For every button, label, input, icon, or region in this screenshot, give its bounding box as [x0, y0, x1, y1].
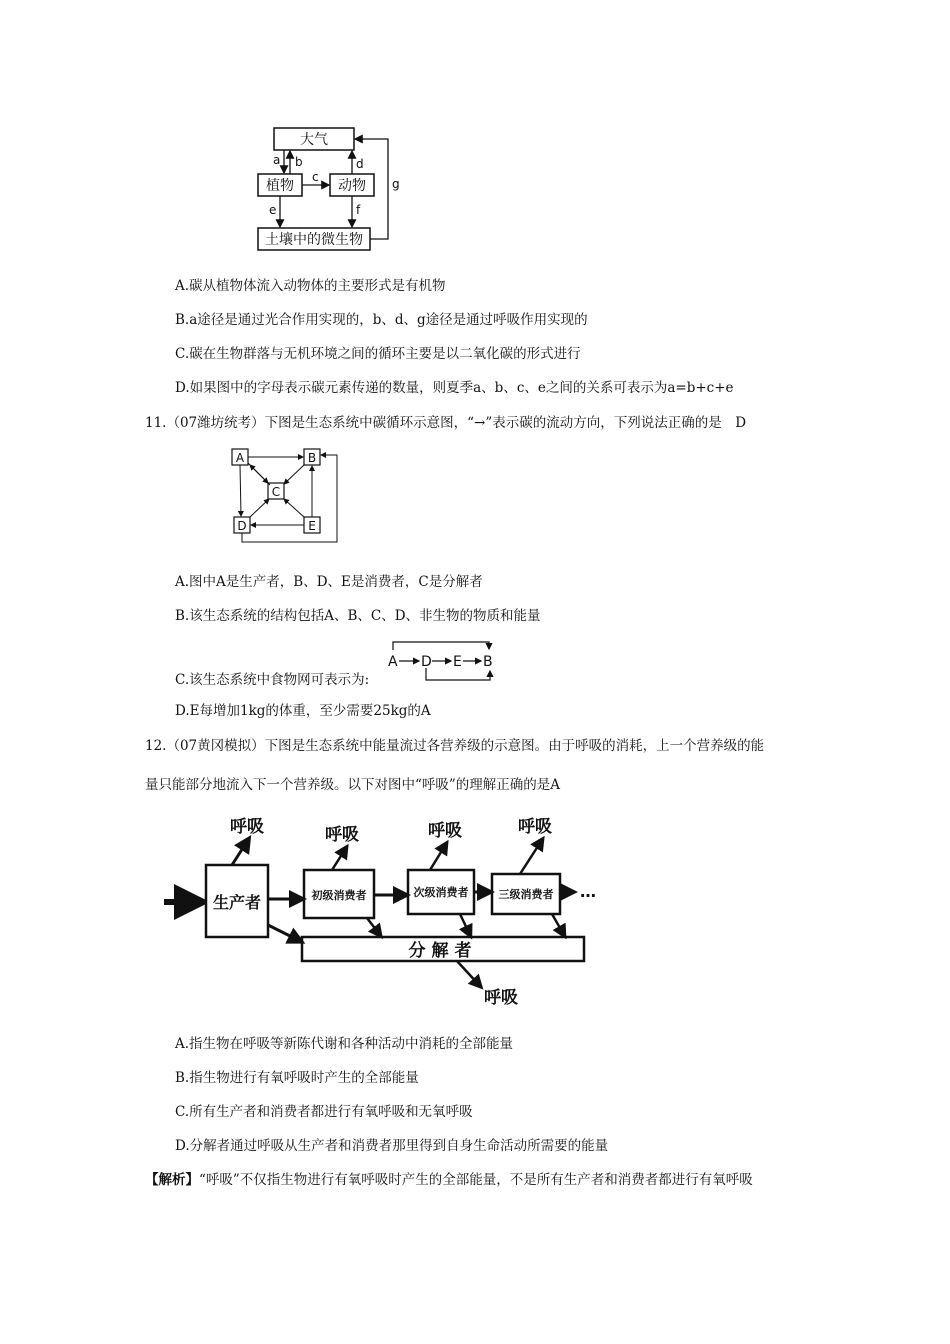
abcde-diagram: [228, 445, 343, 545]
respiration-label-decomposer: 呼吸: [484, 988, 518, 1008]
q12-stem-line1: 12.（07黄冈模拟）下图是生态系统中能量流过各营养级的示意图。由于呼吸的消耗，上一个营养级的能: [145, 738, 765, 754]
respiration-label-secondary: 呼吸: [428, 821, 462, 841]
node-d: D: [237, 519, 247, 533]
decomposer-label: 分解者: [408, 941, 478, 961]
q10-option-a: A.碳从植物体流入动物体的主要形式是有机物: [175, 278, 446, 294]
analysis-line: [145, 1171, 753, 1189]
ellipsis: …: [580, 882, 596, 901]
resp-arrow-producer: [232, 840, 248, 865]
q10-option-b: B.a途径是通过光合作用实现的，b、d、g途径是通过呼吸作用实现的: [175, 312, 588, 328]
primary-label: 初级消费者: [311, 889, 367, 902]
arrow-b-c: [284, 465, 304, 484]
microbes-label: 土壤中的微生物: [265, 232, 363, 248]
secondary-label: 次级消费者: [413, 886, 469, 899]
q11-stem: 11.（07潍坊统考）下图是生态系统中碳循环示意图，“→”表示碳的流动方向，下列说法正确的是 D: [145, 415, 747, 431]
arrow-tertiary-decomposer: [552, 914, 564, 935]
label-g: g: [392, 177, 400, 191]
resp-arrow-tertiary: [520, 840, 542, 874]
analysis-tag: 【解析】: [145, 1172, 199, 1188]
label-d: d: [356, 157, 364, 171]
arrow-producer-decomposer: [268, 925, 300, 941]
food-web-a: A: [388, 654, 398, 670]
node-a: A: [235, 451, 245, 465]
q11-option-a: A.图中A是生产者，B、D、E是消费者，C是分解者: [175, 574, 483, 590]
respiration-label-producer: 呼吸: [230, 817, 264, 837]
respiration-label-tertiary: 呼吸: [518, 817, 552, 837]
respiration-label-primary: 呼吸: [325, 825, 359, 845]
producer-label: 生产者: [212, 893, 262, 912]
resp-arrow-primary: [332, 848, 346, 870]
arrow-a-d: [240, 465, 241, 516]
q12-option-d: D.分解者通过呼吸从生产者和消费者那里得到自身生命活动所需要的能量: [175, 1138, 609, 1154]
analysis-text: “呼吸”不仅指生物进行有氧呼吸时产生的全部能量，不是所有生产者和消费者都进行有氧呼吸: [199, 1172, 753, 1188]
resp-arrow-decomposer: [457, 961, 480, 986]
label-b: b: [295, 155, 303, 169]
q10-option-d: D.如果图中的字母表示碳元素传递的数量，则夏季a、b、c、e之间的关系可表示为a=b+c+e: [175, 380, 734, 396]
q12-option-a: A.指生物在呼吸等新陈代谢和各种活动中消耗的全部能量: [175, 1036, 514, 1052]
carbon-cycle-diagram: [250, 120, 420, 255]
node-c: C: [271, 485, 281, 499]
q11-option-c: C.该生态系统中食物网可表示为:: [175, 672, 370, 688]
arrow-d-b: [242, 455, 337, 542]
node-e: E: [308, 519, 316, 533]
food-web-d: D: [421, 654, 432, 670]
arrow-secondary-decomposer: [460, 914, 470, 935]
q12-option-c: C.所有生产者和消费者都进行有氧呼吸和无氧呼吸: [175, 1104, 473, 1120]
label-a: a: [273, 153, 281, 167]
arrow-d-c: [250, 499, 269, 517]
energy-flow-diagram: [162, 810, 602, 1010]
q11-option-d: D.E每增加1kg的体重，至少需要25kg的A: [175, 703, 431, 719]
arrow-e-c: [284, 499, 304, 517]
label-e: e: [269, 203, 277, 217]
label-f: f: [356, 203, 361, 217]
q11-option-b: B.该生态系统的结构包括A、B、C、D、非生物的物质和能量: [175, 608, 541, 624]
node-b: B: [307, 451, 317, 465]
label-c: c: [312, 170, 319, 184]
q10-option-c: C.碳在生物群落与无机环境之间的循环主要是以二氧化碳的形式进行: [175, 346, 581, 362]
arrow-primary-decomposer: [367, 918, 380, 935]
q12-stem-line2: 量只能部分地流入下一个营养级。以下对图中“呼吸”的理解正确的是A: [145, 777, 561, 793]
food-web-e: E: [453, 654, 462, 670]
q12-option-b: B.指生物进行有氧呼吸时产生的全部能量: [175, 1070, 419, 1086]
resp-arrow-secondary: [430, 844, 446, 870]
food-web-arrow-a-b: [393, 642, 489, 650]
arrow-c-a: [250, 465, 270, 485]
plant-label: 植物: [266, 178, 294, 194]
food-web-diagram: [386, 638, 501, 688]
food-web-b: B: [483, 654, 493, 670]
atmosphere-label: 大气: [300, 132, 328, 148]
tertiary-label: 三级消费者: [498, 888, 554, 901]
animal-label: 动物: [338, 178, 366, 194]
